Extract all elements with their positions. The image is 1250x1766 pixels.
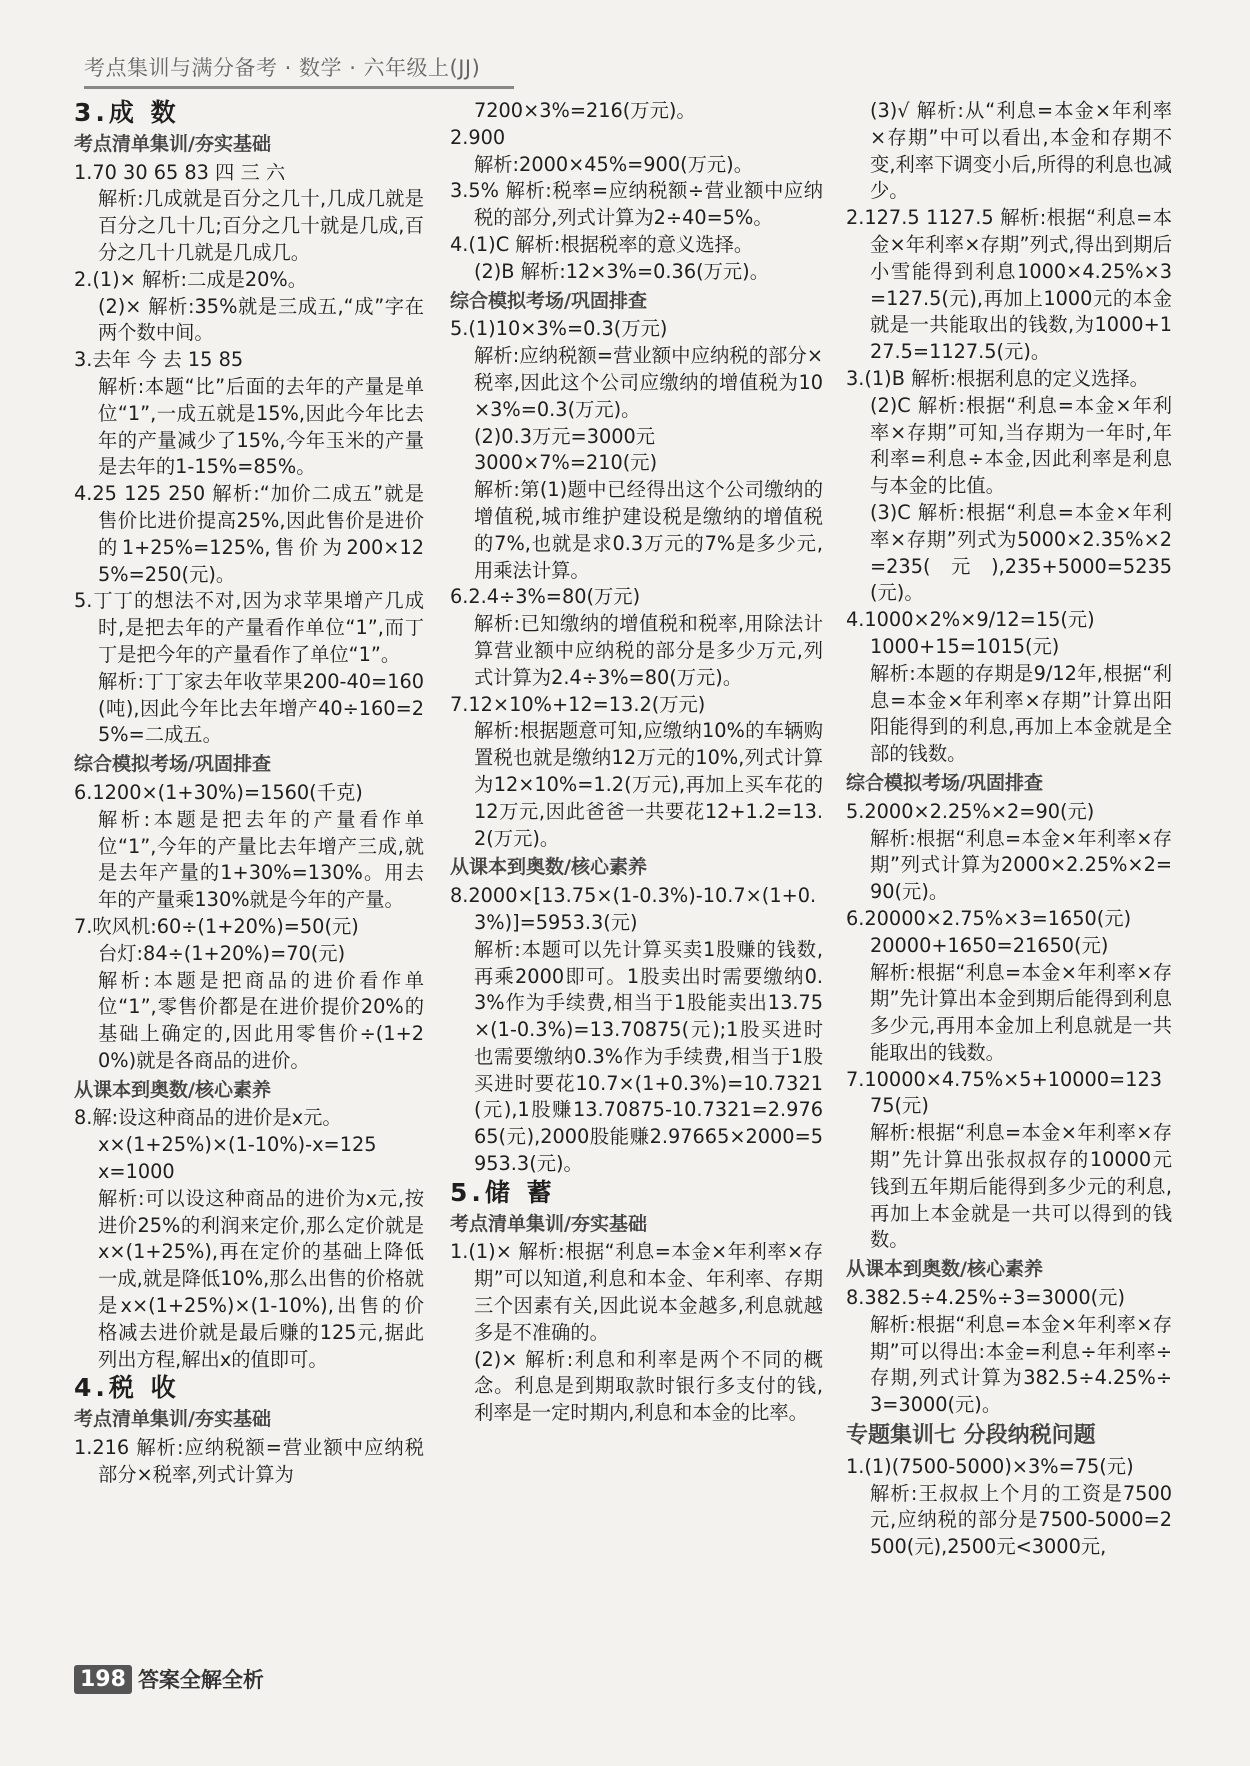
subsection-title: 考点清单集训/夯实基础 xyxy=(74,1408,271,1431)
answer-text: (2)× 解析:35%就是三成五,“成”字在两个数中间。 xyxy=(98,294,424,345)
answer-text: 20000+1650=21650(元) xyxy=(870,933,1109,957)
answer-item: 5.2000×2.25%×2=90(元) xyxy=(846,799,1095,823)
answer-item: 4.1000×2%×9/12=15(元) xyxy=(846,608,1095,632)
answer-text: 解析:根据“利息=本金×年利率×存期”列式计算为2000×2.25%×2=90(元)。 xyxy=(870,826,1172,904)
answer-text: x=1000 xyxy=(98,1160,175,1184)
answer-column-right xyxy=(846,98,1172,1698)
answer-item: 2.127.5 1127.5 解析:根据“利息=本金×年利率×存期”列式,得出到期后小雪能得到利息1000×4.25%×3=127.5(元),再加上1000元的本金就是一共能取出的钱数,为1000+127.5=1127.5(元)。 xyxy=(846,206,1172,364)
page-footer xyxy=(74,1664,264,1694)
answer-column-middle xyxy=(450,98,823,1698)
answer-item: 8.2000×[13.75×(1-0.3%)-10.7×(1+0.3%)]=5953.3(元) xyxy=(450,884,817,934)
answer-item: 8.解:设这种商品的进价是x元。 xyxy=(74,1106,342,1130)
answer-text: 解析:根据“利息=本金×年利率×存期”可以得出:本金=利息÷年利率÷存期,列式计算为382.5÷4.25%÷3=3000(元)。 xyxy=(870,1312,1172,1417)
answer-item: 6.20000×2.75%×3=1650(元) xyxy=(846,906,1132,930)
answer-text: 解析:根据“利息=本金×年利率×存期”先计算出本金到期后能得到利息多少元,再用本金加上利息就是一共能取出的钱数。 xyxy=(870,960,1172,1064)
answer-text: (3)C 解析:根据“利息=本金×年利率×存期”列式为5000×2.35%×2=235(元),235+5000=5235(元)。 xyxy=(870,500,1172,605)
subsection-title: 综合模拟考场/巩固排查 xyxy=(450,289,647,312)
answer-item: 7.10000×4.75%×5+10000=12375(元) xyxy=(846,1067,1163,1118)
subsection-title: 综合模拟考场/巩固排查 xyxy=(74,753,271,776)
answer-text: 解析:本题可以先计算买卖1股赚的钱数,再乘2000即可。1股卖出时需要缴纳0.3%作为手续费,相当于1股能卖出13.75×(1-0.3%)=13.70875(元);1股买进时也需要缴纳0.3%作为手续费,相当于1股买进时要花10.7×(1+0.3%)=10.7321(元),1股赚13.70875-10.7321=2.97665(元),2000股能赚2.97665×2000=5953.3(元)。 xyxy=(474,937,823,1176)
answer-text: 台灯:84÷(1+20%)=70(元) xyxy=(98,941,346,965)
answer-text: 解析:本题是把去年的产量看作单位“1”,今年的产量比去年增产三成,就是去年产量的1+30%=130%。用去年的产量乘130%就是今年的产量。 xyxy=(98,807,424,912)
subsection-title: 考点清单集训/夯实基础 xyxy=(450,1212,647,1235)
answer-item: 7.12×10%+12=13.2(万元) xyxy=(450,692,706,716)
answer-item: 2.(1)× 解析:二成是20%。 xyxy=(74,267,308,291)
answer-text: 解析:本题是把商品的进价看作单位“1”,零售价都是在进价提价20%的基础上确定的,因此用零售价÷(1+20%)就是各商品的进价。 xyxy=(98,968,424,1072)
answer-text: (2)0.3万元=3000元 xyxy=(474,424,656,448)
answer-text: 1000+15=1015(元) xyxy=(870,634,1060,658)
answer-text: (2)C 解析:根据“利息=本金×年利率×存期”可知,当存期为一年时,年利率=利息÷本金,因此利率是利息与本金的比值。 xyxy=(870,393,1172,498)
answer-text: 解析:王叔叔上个月的工资是7500元,应纳税的部分是7500-5000=2500(元),2500元<3000元, xyxy=(870,1481,1172,1559)
answer-item: 8.382.5÷4.25%÷3=3000(元) xyxy=(846,1286,1125,1310)
footer-label: 答案全解全析 xyxy=(137,1668,264,1692)
answer-item: 6.1200×(1+30%)=1560(千克) xyxy=(74,780,363,804)
answer-text: 3000×7%=210(元) xyxy=(474,451,658,475)
answer-text: 7200×3%=216(万元)。 xyxy=(474,99,696,122)
subsection-title: 从课本到奥数/核心素养 xyxy=(450,856,647,879)
subsection-title: 考点清单集训/夯实基础 xyxy=(74,132,271,155)
section-title: 5.储 蓄 xyxy=(450,1177,556,1207)
answer-text: (2)B 解析:12×3%=0.36(万元)。 xyxy=(474,259,769,283)
answer-text: 解析:本题的存期是9/12年,根据“利息=本金×年利率×存期”计算出阳阳能得到的利息,再加上本金就是全部的钱数。 xyxy=(870,661,1172,766)
section-title: 4.税 收 xyxy=(74,1373,180,1403)
answer-text: 解析:2000×45%=900(万元)。 xyxy=(474,152,753,176)
answer-item: 5.(1)10×3%=0.3(万元) xyxy=(450,317,668,341)
answer-text: 解析:本题“比”后面的去年的产量是单位“1”,一成五就是15%,因此今年比去年的产量减少了15%,今年玉米的产量是去年的1-15%=85%。 xyxy=(98,374,424,479)
answer-text: 解析:丁丁家去年收苹果200-40=160(吨),因此今年比去年增产40÷160=25%=二成五。 xyxy=(98,669,424,747)
answer-text: 解析:根据“利息=本金×年利率×存期”先计算出张叔叔存的10000元钱到五年期后能得到多少元的利息,再加上本金就是一共可以得到的钱数。 xyxy=(870,1121,1172,1252)
subsection-title: 综合模拟考场/巩固排查 xyxy=(846,771,1043,794)
answer-item: 6.2.4÷3%=80(万元) xyxy=(450,585,641,609)
answer-text: (2)× 解析:利息和利率是两个不同的概念。利息是到期取款时银行多支付的钱,利率是一定时期内,利息和本金的比率。 xyxy=(474,1347,823,1425)
section-title: 3.成 数 xyxy=(74,98,180,127)
answer-text: 解析:已知缴纳的增值税和税率,用除法计算营业额中应纳税的部分是多少万元,列式计算为2.4÷3%=80(万元)。 xyxy=(474,612,823,689)
answer-item: 5.丁丁的想法不对,因为求苹果增产几成时,是把去年的产量看作单位“1”,而丁丁是把今年的产量看作了单位“1”。 xyxy=(74,589,424,666)
answer-text: 解析:第(1)题中已经得出这个公司缴纳的增值税,城市维护建设税是缴纳的增值税的7%,也就是求0.3万元的7%是多少元,用乘法计算。 xyxy=(474,478,823,582)
answer-item: 1.70 30 65 83 四 三 六 xyxy=(74,160,286,184)
answer-text: 解析:几成就是百分之几十,几成几就是百分之几十几;百分之几十就是几成,百分之几十几就是几成几。 xyxy=(98,187,424,264)
answer-text: 解析:根据题意可知,应缴纳10%的车辆购置税也就是缴纳12万元的10%,列式计算为12×10%=1.2(万元),再加上买车花的12万元,因此爸爸一共要花12+1.2=13.2(万元)。 xyxy=(474,719,823,850)
subsection-title: 从课本到奥数/核心素养 xyxy=(74,1078,271,1101)
answer-item: 4.(1)C 解析:根据税率的意义选择。 xyxy=(450,232,754,256)
topic-title: 专题集训七 分段纳税问题 xyxy=(846,1423,1096,1449)
subsection-title: 从课本到奥数/核心素养 xyxy=(846,1258,1043,1281)
page-header: 考点集训与满分备考 · 数学 · 六年级上(JJ) xyxy=(84,52,514,89)
answer-item: 3.去年 今 去 15 85 xyxy=(74,348,244,372)
page-number: 198 xyxy=(74,1665,132,1694)
answer-item: 4.25 125 250 解析:“加价二成五”就是售价比进价提高25%,因此售价是进价的1+25%=125%,售价为200×125%=250(元)。 xyxy=(74,482,424,586)
answer-column-left xyxy=(74,98,424,1698)
answer-item: 7.吹风机:60÷(1+20%)=50(元) xyxy=(74,914,359,938)
answer-text: 解析:应纳税额=营业额中应纳税的部分×税率,因此这个公司应缴纳的增值税为10×3%=0.3(万元)。 xyxy=(474,344,823,421)
answer-item: 3.(1)B 解析:根据利息的定义选择。 xyxy=(846,366,1149,390)
answer-item: 1.216 解析:应纳税额=营业额中应纳税部分×税率,列式计算为 xyxy=(74,1436,424,1486)
answer-item: 2.900 xyxy=(450,125,506,149)
answer-item: 1.(1)× 解析:根据“利息=本金×年利率×存期”可以知道,利息和本金、年利率、存期三个因素有关,因此说本金越多,利息就越多是不准确的。 xyxy=(450,1240,823,1344)
answer-item: 1.(1)(7500-5000)×3%=75(元) xyxy=(846,1454,1134,1478)
answer-item: 3.5% 解析:税率=应纳税额÷营业额中应纳税的部分,列式计算为2÷40=5%。 xyxy=(450,179,823,230)
answer-text: x×(1+25%)×(1-10%)-x=125 xyxy=(98,1133,377,1157)
answer-text: 解析:可以设这种商品的进价为x元,按进价25%的利润来定价,那么定价就是x×(1+25%),再在定价的基础上降低一成,就是降低10%,那么出售的价格就是x×(1+25%)×(1-10%),出售的价格减去进价就是最后赚的125元,据此列出方程,解出x的值即可。 xyxy=(98,1186,424,1371)
answer-text: (3)√ 解析:从“利息=本金×年利率×存期”中可以看出,本金和存期不变,利率下调变小后,所得的利息也减少。 xyxy=(870,99,1172,203)
